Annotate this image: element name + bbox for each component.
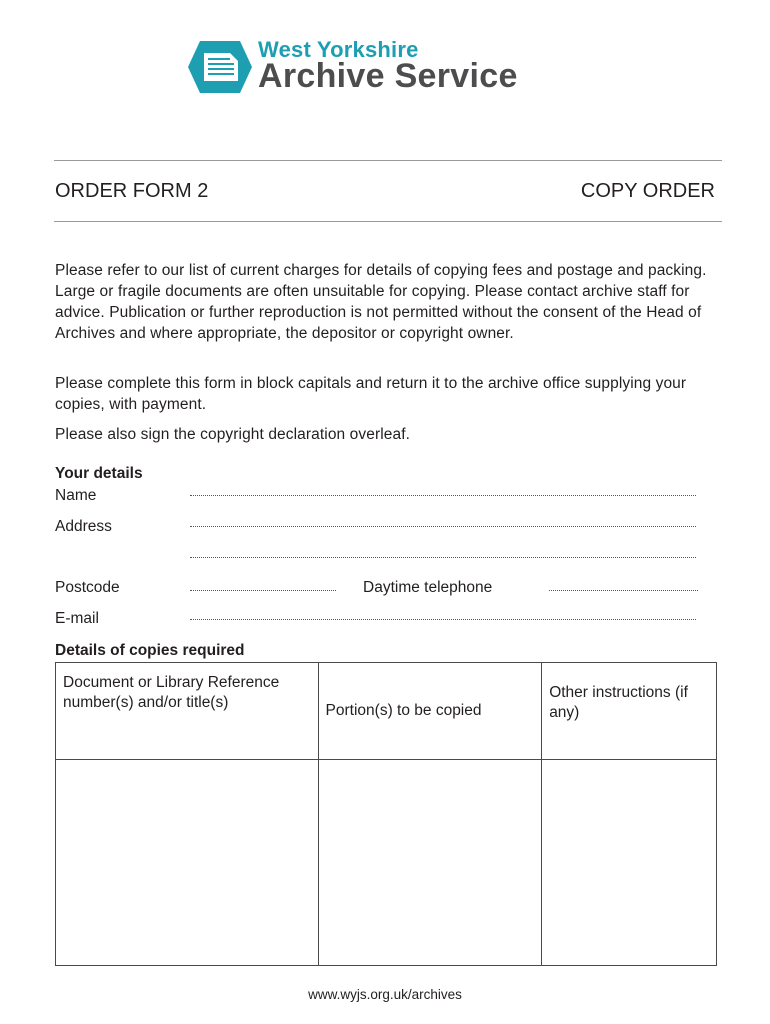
name-label: Name [55,487,97,504]
address-field-line-1[interactable] [190,526,696,527]
other-instructions-entry-cell[interactable] [542,760,717,966]
logo-line-west-yorkshire: West Yorkshire [258,37,419,62]
copies-table-entry-row [56,760,717,966]
intro-paragraph-charges: Please refer to our list of current charges for details of copying fees and postage and packing. Large or fragile documents are often unsuitable for copying. Please contact archive staff for advice. Publication or further reproduction is not permitted without the consent of the Head of Archives and where appropriate, the depositor or copyright owner. [55,262,707,342]
intro-paragraph-block-capitals: Please complete this form in block capitals and return it to the archive office supplying your copies, with payment. [55,375,687,413]
logo-line-archive-service: Archive Service [258,57,518,95]
portion-entry-cell[interactable] [318,760,542,966]
postcode-label: Postcode [55,579,120,596]
column-header-reference-label: Document or Library Reference number(s) and/or title(s) [63,674,280,711]
copies-table [55,662,717,966]
email-field[interactable] [190,619,696,620]
daytime-telephone-field[interactable] [549,590,698,591]
column-header-other-instructions [542,663,717,760]
intro-paragraph-copyright: Please also sign the copyright declaration overleaf. [55,426,411,443]
form-type-title: COPY ORDER [580,180,715,202]
email-label: E-mail [55,610,99,627]
reference-entry-cell[interactable] [56,760,319,966]
column-header-portion-label: Portion(s) to be copied [325,702,482,719]
column-header-portion [318,663,542,760]
address-label: Address [55,518,112,535]
column-header-reference [56,663,319,760]
archive-service-logo [186,37,576,97]
column-header-other-instructions-label: Other instructions (if any) [549,684,688,721]
address-field-line-2[interactable] [190,557,696,558]
footer-url: www.wyjs.org.uk/archives [308,987,462,1002]
copies-table-header-row [56,663,717,760]
postcode-field[interactable] [190,590,336,591]
name-field[interactable] [190,495,696,496]
copies-heading: Details of copies required [55,642,245,659]
daytime-telephone-label: Daytime telephone [363,579,493,596]
form-title: ORDER FORM 2 [55,180,209,202]
scroll-emblem-icon [186,39,254,95]
header-top-rule [54,160,722,161]
your-details-heading: Your details [55,465,143,482]
header-bottom-rule [54,221,722,222]
